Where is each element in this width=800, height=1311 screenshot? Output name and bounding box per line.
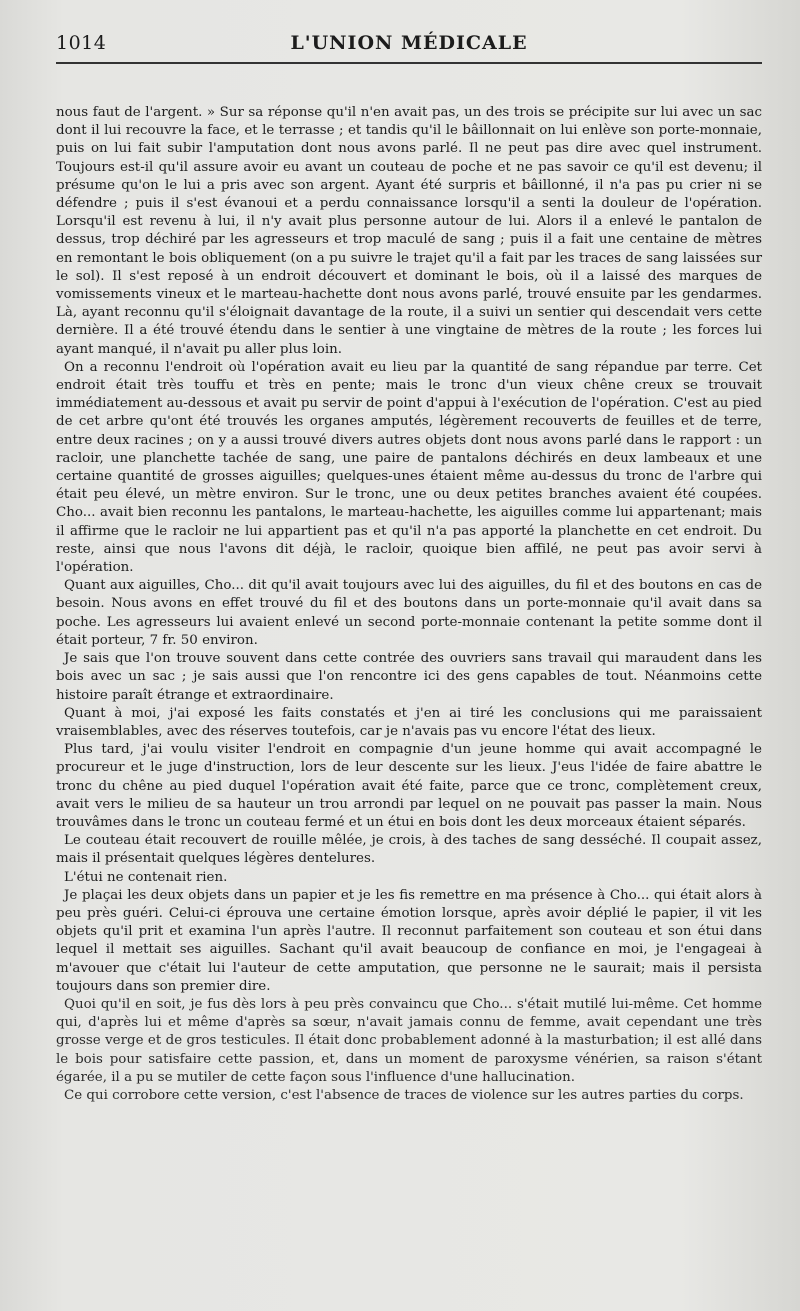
paragraph: On a reconnu l'endroit où l'opération avait eu lieu par la quantité de sang répandue par terre. Cet endroit était très touffu et très en pente; mais le tronc d'un vieux chêne creux se trouvait immédiatement au-dessous et avait pu servir de point d'appui à l'exécution de l'opération. C'est au pied de cet arbre qu'ont été trouvés les organes amputés, légèrement recouverts de feuilles et de terre, entre deux racines ; on y a aussi trouvé divers autres objets dont nous avons parlé dans le rapport : un racloir, une planchette tachée de sang, une paire de pantalons déchirés en deux lambeaux et une certaine quantité de grosses aiguilles; quelques-unes étaient même au-dessus du tronc de l'arbre qui était peu élevé, un mètre environ. Sur le tronc, une ou deux petites branches avaient été coupées. Cho... avait bien reconnu les pantalons, le marteau-hachette, les aiguilles comme lui appartenant; mais il affirme que le racloir ne lui appartient pas et qu'il n'a pas apporté la planchette en cet endroit. Du reste, ainsi que nous l'avons dit déjà, le racloir, quoique bien affilé, ne peut pas avoir servi à l'opération. bbox=[56, 359, 762, 576]
paragraph: Quant à moi, j'ai exposé les faits constatés et j'en ai tiré les conclusions qui me paraissaient vraisemblables, avec des réserves toutefois, car je n'avais pas vu encore l'état des lieux. bbox=[56, 705, 762, 739]
paragraph: Le couteau était recouvert de rouille mêlée, je crois, à des taches de sang desséché. Il coupait assez, mais il présentait quelques légères dentelures. bbox=[56, 833, 762, 867]
paragraph: L'étui ne contenait rien. bbox=[64, 869, 228, 885]
article-body bbox=[56, 104, 762, 1105]
paragraph: nous faut de l'argent. » Sur sa réponse qu'il n'en avait pas, un des trois se précipite sur lui avec un sac dont il lui recouvre la face, et le terrasse ; et tandis qu'il le bâillonnait on lui enlève son porte-monnaie, puis on lui fait subir l'amputation dont nous avons parlé. Il ne peut pas dire avec quel instrument. Toujours est-il qu'il assure avoir eu avant un couteau de poche et ne pas savoir ce qu'il est devenu; il présume qu'on le lui a pris avec son argent. Ayant été surpris et bâillonné, il n'a pas pu crier ni se défendre ; puis il s'est évanoui et a perdu connaissance lorsqu'il a senti la douleur de l'opération. Lorsqu'il est revenu à lui, il n'y avait plus personne autour de lui. Alors il a enlevé le pantalon de dessus, trop déchiré par les agresseurs et trop maculé de sang ; puis il a fait une centaine de mètres en remontant le bois obliquement (on a pu suivre le trajet qu'il a fait par les traces de sang laissées sur le sol). Il s'est reposé à un endroit découvert et dominant le bois, où il a laissé des marques de vomissements vineux et le marteau-hachette dont nous avons parlé, trouvé ensuite par les gendarmes. Là, ayant reconnu qu'il s'éloignait davantage de la route, il a suivi un sentier qui descendait vers cette dernière. Il a été trouvé étendu dans le sentier à une vingtaine de mètres de la route ; les forces lui ayant manqué, il n'avait pu aller plus loin. bbox=[56, 105, 762, 357]
paragraph: Ce qui corrobore cette version, c'est l'absence de traces de violence sur les autres parties du corps. bbox=[64, 1087, 744, 1103]
page-number: 1014 bbox=[56, 32, 107, 54]
paragraph: Je sais que l'on trouve souvent dans cette contrée des ouvriers sans travail qui maraudent dans les bois avec un sac ; je sais aussi que l'on rencontre ici des gens capables de tout. Néanmoins cette histoire paraît étrange et extraordinaire. bbox=[56, 651, 762, 703]
paragraph: Je plaçai les deux objets dans un papier et je les fis remettre en ma présence à Cho... qui était alors à peu près guéri. Celui-ci éprouva une certaine émotion lorsque, après avoir déplié le papier, il vit les objets qu'il prit et examina l'un après l'autre. Il reconnut parfaitement son couteau et son étui dans lequel il mettait ses aiguilles. Sachant qu'il avait beaucoup de confiance en moi, je l'engageai à m'avouer que c'était lui l'auteur de cette amputation, que personne ne le saurait; mais il persista toujours dans son premier dire. bbox=[56, 887, 762, 994]
paragraph: Quoi qu'il en soit, je fus dès lors à peu près convaincu que Cho... s'était mutilé lui-même. Cet homme qui, d'après lui et même d'après sa sœur, n'avait jamais connu de femme, avait cependant une très grosse verge et de gros testicules. Il était donc probablement adonné à la masturbation; il est allé dans le bois pour satisfaire cette passion, et, dans un moment de paroxysme vénérien, sa raison s'étant égarée, il a pu se mutiler de cette façon sous l'influence d'une hallucination. bbox=[56, 996, 762, 1085]
running-header bbox=[56, 26, 762, 64]
paragraph: Quant aux aiguilles, Cho... dit qu'il avait toujours avec lui des aiguilles, du fil et des boutons en cas de besoin. Nous avons en effet trouvé du fil et des boutons dans un porte-monnaie qu'il avait dans sa poche. Les agresseurs lui avaient enlevé un second porte-monnaie contenant la petite somme dont il était porteur, 7 fr. 50 environ. bbox=[56, 578, 762, 648]
journal-title: L'UNION MÉDICALE bbox=[290, 32, 528, 54]
paragraph: Plus tard, j'ai voulu visiter l'endroit en compagnie d'un jeune homme qui avait accompagné le procureur et le juge d'instruction, lors de leur descente sur les lieux. J'eus l'idée de faire abattre le tronc du chêne au pied duquel l'opération avait été faite, parce que ce tronc, complètement creux, avait vers le milieu de sa hauteur un trou arrondi par lequel on ne pouvait pas passer la main. Nous trouvâmes dans le tronc un couteau fermé et un étui en bois dont les deux morceaux étaient séparés. bbox=[56, 742, 762, 830]
